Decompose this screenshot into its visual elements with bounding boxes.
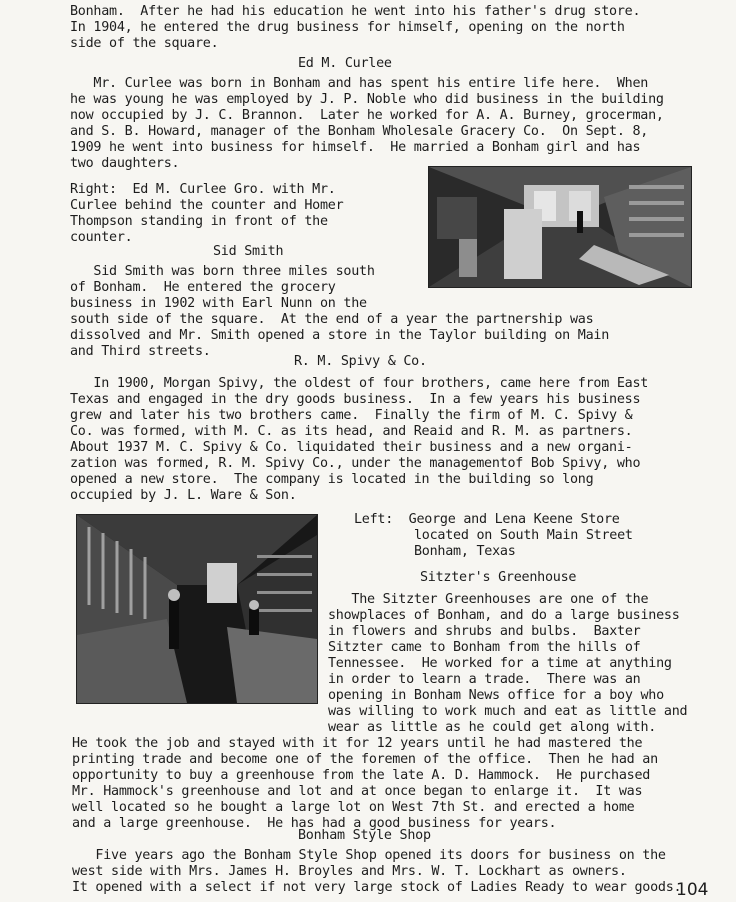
- text-line: Tennessee. He worked for a time at anything: [328, 656, 672, 671]
- text-line: Mr. Hammock's greenhouse and lot and at once began to enlarge it. It was: [72, 784, 643, 799]
- text-line: and a large greenhouse. He has had a good business for years.: [72, 816, 557, 831]
- text-line: side of the square.: [70, 36, 219, 51]
- text-line: Sitzter came to Bonham from the hills of: [328, 640, 641, 655]
- text-line: grew and later his two brothers came. Finally the firm of M. C. Spivy &: [70, 408, 633, 423]
- text-line: well located so he bought a large lot on West 7th St. and erected a home: [72, 800, 635, 815]
- text-line: wear as little as he could get along with.: [328, 720, 657, 735]
- keene-store-photo: [76, 514, 318, 704]
- text-line: The Sitzter Greenhouses are one of the: [328, 592, 649, 607]
- photo-caption: Bonham, Texas: [414, 544, 516, 559]
- text-line: printing trade and become one of the foremen of the office. Then he had an: [72, 752, 658, 767]
- text-line: now occupied by J. C. Brannon. Later he worked for A. A. Burney, grocerman,: [70, 108, 664, 123]
- text-line: About 1937 M. C. Spivy & Co. liquidated their business and a new organi-: [70, 440, 633, 455]
- page-number: 104: [676, 880, 709, 900]
- text-line: and Third streets.: [70, 344, 211, 359]
- text-line: two daughters.: [70, 156, 180, 171]
- text-line: occupied by J. L. Ware & Son.: [70, 488, 297, 503]
- text-line: opportunity to buy a greenhouse from the late A. D. Hammock. He purchased: [72, 768, 651, 783]
- photo-caption: Thompson standing in front of the: [70, 214, 328, 229]
- text-line: in order to learn a trade. There was an: [328, 672, 641, 687]
- text-line: of Bonham. He entered the grocery: [70, 280, 336, 295]
- grocery-store-photo: [428, 166, 692, 288]
- photo-caption: Curlee behind the counter and Homer: [70, 198, 344, 213]
- text-line: opening in Bonham News office for a boy who: [328, 688, 664, 703]
- text-line: in flowers and shrubs and bulbs. Baxter: [328, 624, 641, 639]
- text-line: Co. was formed, with M. C. as its head, and Reaid and R. M. as partners.: [70, 424, 633, 439]
- text-line: Five years ago the Bonham Style Shop opened its doors for business on the: [72, 848, 666, 863]
- section-heading: Sitzter's Greenhouse: [420, 570, 577, 585]
- keene-store-interior-image: [77, 515, 317, 703]
- text-line: Texas and engaged in the dry goods business. In a few years his business: [70, 392, 641, 407]
- text-line: and S. B. Howard, manager of the Bonham Wholesale Gracery Co. On Sept. 8,: [70, 124, 649, 139]
- text-line: showplaces of Bonham, and do a large business: [328, 608, 680, 623]
- text-line: It opened with a select if not very large stock of Ladies Ready to wear goods.: [72, 880, 682, 895]
- section-heading: Sid Smith: [213, 244, 284, 259]
- text-line: opened a new store. The company is located in the building so long: [70, 472, 594, 487]
- section-heading: R. M. Spivy & Co.: [294, 354, 427, 369]
- text-line: he was young he was employed by J. P. Noble who did business in the building: [70, 92, 664, 107]
- text-line: 1909 he went into business for himself. He married a Bonham girl and has: [70, 140, 641, 155]
- section-heading: Bonham Style Shop: [298, 828, 431, 843]
- photo-caption: Left: George and Lena Keene Store: [354, 512, 620, 527]
- grocery-store-interior-image: [429, 167, 691, 287]
- photo-caption: counter.: [70, 230, 133, 245]
- text-line: business in 1902 with Earl Nunn on the: [70, 296, 367, 311]
- photo-caption: located on South Main Street: [414, 528, 633, 543]
- photo-caption: Right: Ed M. Curlee Gro. with Mr.: [70, 182, 336, 197]
- section-heading: Ed M. Curlee: [298, 56, 392, 71]
- text-line: was willing to work much and eat as little and: [328, 704, 688, 719]
- text-line: Sid Smith was born three miles south: [70, 264, 375, 279]
- text-line: In 1900, Morgan Spivy, the oldest of four brothers, came here from East: [70, 376, 649, 391]
- text-line: dissolved and Mr. Smith opened a store in the Taylor building on Main: [70, 328, 610, 343]
- text-line: zation was formed, R. M. Spivy Co., under the managementof Bob Spivy, who: [70, 456, 641, 471]
- text-line: Mr. Curlee was born in Bonham and has spent his entire life here. When: [70, 76, 649, 91]
- text-line: He took the job and stayed with it for 12 years until he had mastered the: [72, 736, 643, 751]
- text-line: south side of the square. At the end of a year the partnership was: [70, 312, 594, 327]
- text-line: Bonham. After he had his education he went into his father's drug store.: [70, 4, 641, 19]
- text-line: In 1904, he entered the drug business for himself, opening on the north: [70, 20, 625, 35]
- text-line: west side with Mrs. James H. Broyles and Mrs. W. T. Lockhart as owners.: [72, 864, 627, 879]
